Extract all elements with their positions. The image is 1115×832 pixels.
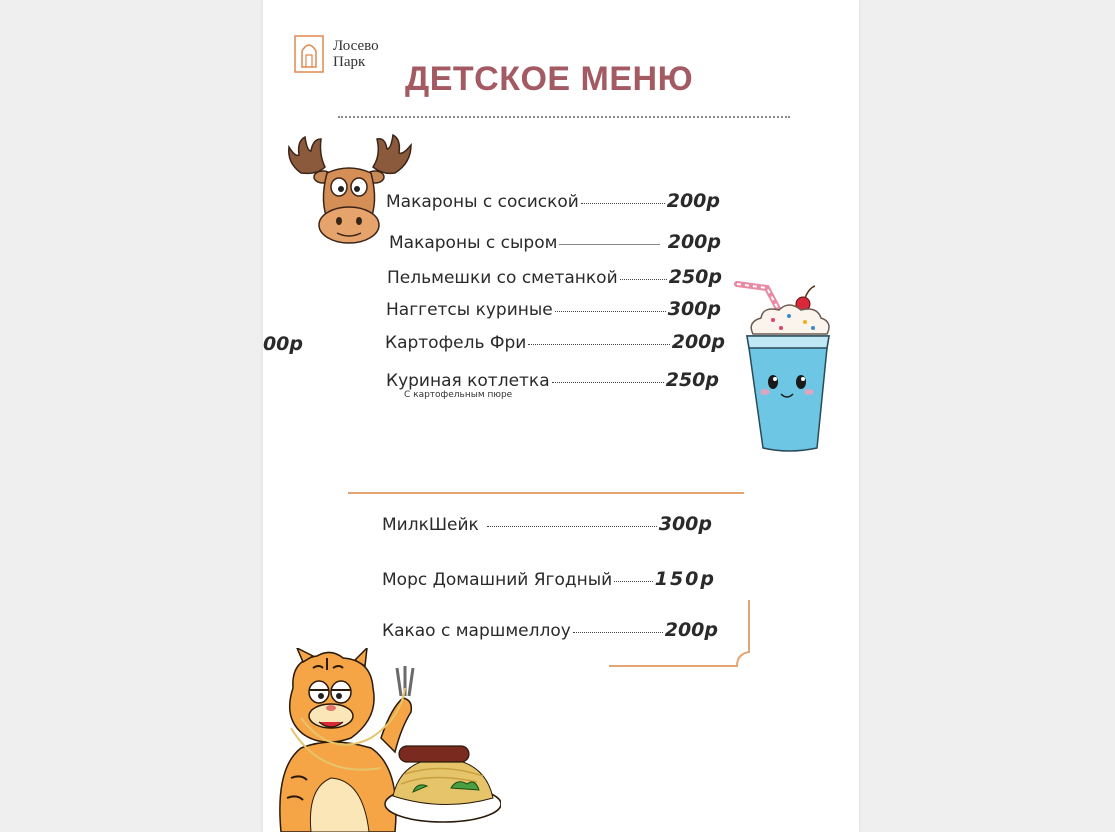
item-price: 200р [664,619,718,641]
logo-line-1: Лосево [333,38,379,54]
item-note: С картофельным пюре [404,390,513,400]
item-price: 250р [665,369,719,391]
item-price: 300р [667,298,721,320]
title-divider [338,116,790,118]
house-icon [294,35,324,73]
item-price: 250р [668,266,722,288]
item-name: Какао с маршмеллоу [382,621,571,641]
item-name: Пельмешки со сметанкой [387,268,618,288]
item-name: Макароны с сосиской [386,192,579,212]
dot-leader [528,344,669,345]
item-name: Макароны с сыром [389,233,558,253]
menu-item [386,298,721,320]
logo-line-2: Парк [333,54,366,70]
item-price: 300р [658,513,712,535]
dot-leader [555,311,666,312]
item-name: МилкШейк [382,515,479,535]
corner-decoration [609,600,759,670]
item-name: Куриная котлетка [386,371,550,391]
item-price: 200р [667,231,721,253]
cut-off-price: 00р [263,333,303,355]
dot-leader [581,203,665,204]
drink-item [382,568,716,590]
dot-leader [552,382,664,383]
drink-item [382,513,712,535]
menu-item [387,266,722,288]
garfield-illustration [271,648,501,832]
item-name: Наггетсы куриные [386,300,553,320]
item-price: 150р [654,568,716,590]
item-name: Картофель Фри [385,333,527,353]
milkshake-illustration [733,278,843,458]
menu-item [386,190,720,212]
dot-leader [559,244,659,245]
item-price: 200р [666,190,720,212]
logo-text [333,38,379,70]
menu-item [389,231,721,253]
item-name: Морс Домашний Ягодный [382,570,613,590]
dot-leader [620,279,667,280]
menu-item [386,369,719,391]
menu-item [385,331,725,353]
dot-leader [614,581,653,582]
dot-leader [487,526,657,527]
page-title: ДЕТСКОЕ МЕНЮ [405,60,694,98]
section-divider [348,492,744,494]
item-price: 200р [671,331,725,353]
